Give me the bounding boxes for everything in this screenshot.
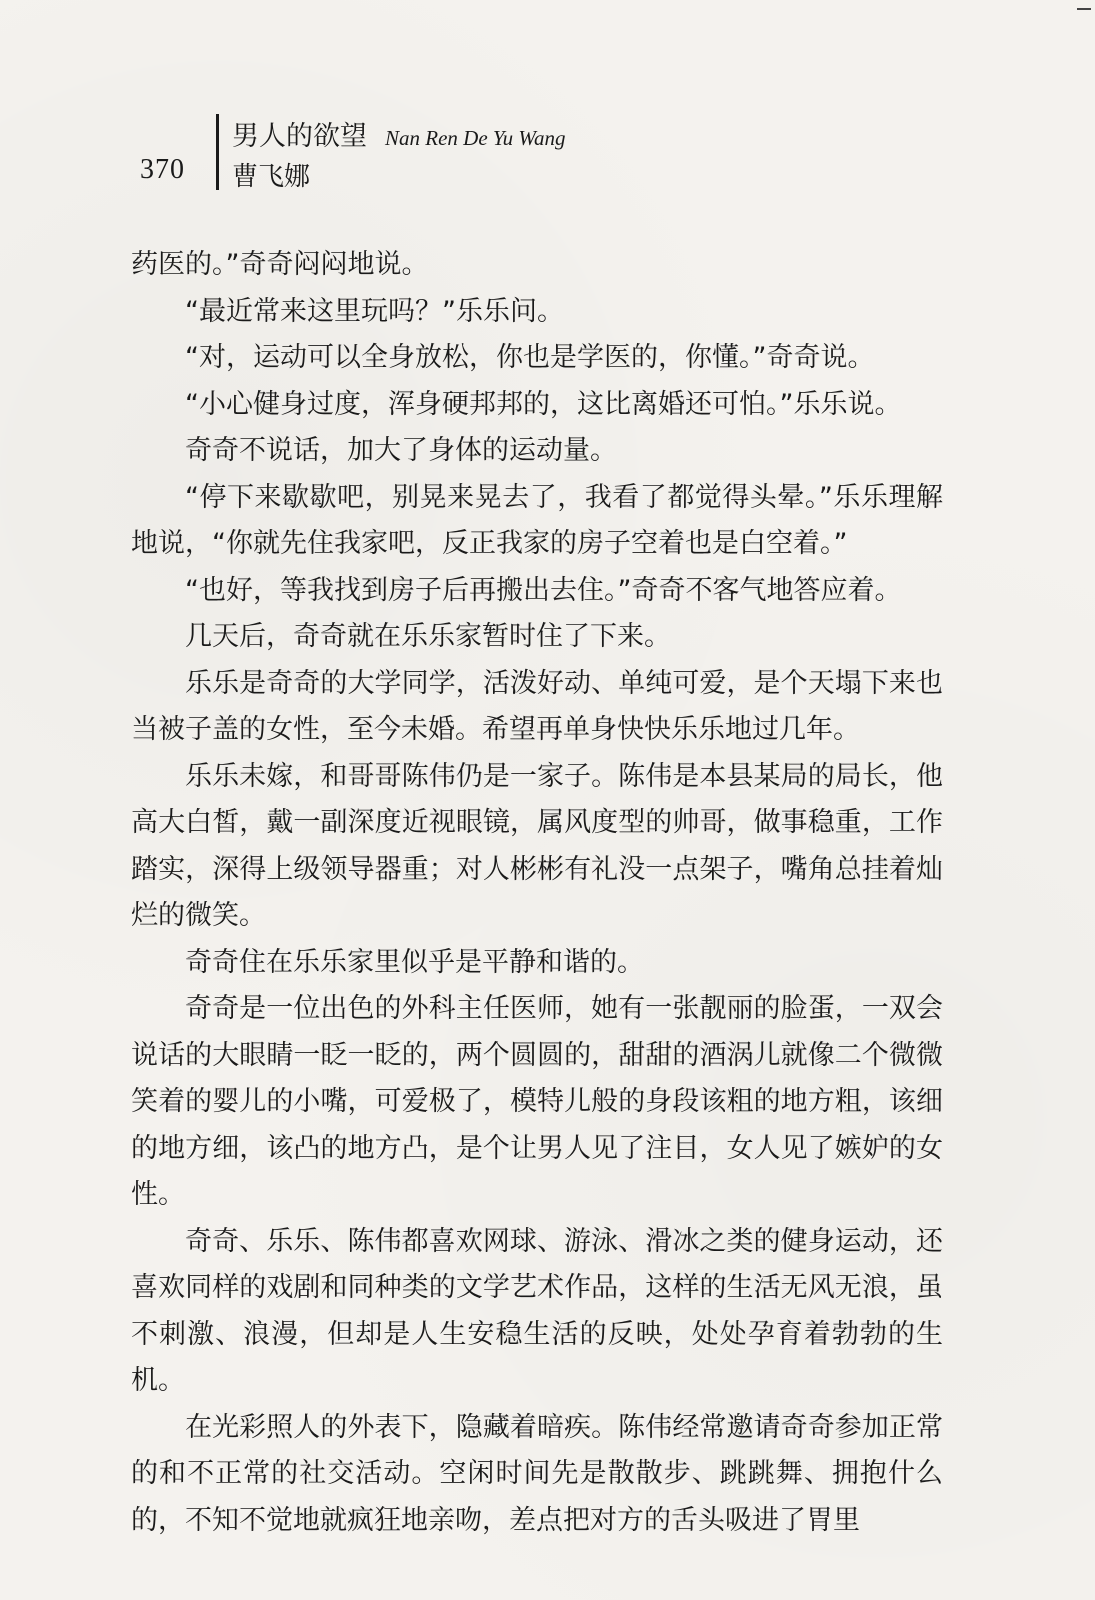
book-title-line xyxy=(232,114,565,153)
paragraph: “最近常来这里玩吗？”乐乐问。 xyxy=(185,295,564,327)
header-divider xyxy=(216,114,219,190)
paragraph: “停下来歇歇吧，别晃来晃去了，我看了都觉得头晕。”乐乐理解地说，“你就先住我家吧，反正我家的房子空着也是白空着。” xyxy=(131,481,943,559)
paragraph: 在光彩照人的外表下，隐藏着暗疾。陈伟经常邀请奇奇参加正常的和不正常的社交活动。空闲时间先是散散步、跳跳舞、拥抱什么的，不知不觉地就疯狂地亲吻，差点把对方的舌头吸进了胃里 xyxy=(131,1411,943,1536)
paragraph: 药医的。”奇奇闷闷地说。 xyxy=(131,249,429,280)
page-number: 370 xyxy=(140,154,185,185)
paragraph: 乐乐是奇奇的大学同学，活泼好动、单纯可爱，是个天塌下来也当被子盖的女性，至今未婚。希望再单身快快乐乐地过几年。 xyxy=(131,667,943,745)
scan-edge-mark xyxy=(1077,8,1091,10)
paragraph: 奇奇住在乐乐家里似乎是平静和谐的。 xyxy=(185,946,644,978)
paragraph: 奇奇不说话，加大了身体的运动量。 xyxy=(185,435,617,466)
paragraph: 乐乐未嫁，和哥哥陈伟仍是一家子。陈伟是本县某局的局长，他高大白皙，戴一副深度近视眼镜，属风度型的帅哥，做事稳重，工作踏实，深得上级领导器重；对人彬彬有礼没一点架子，嘴角总挂着灿烂的微笑。 xyxy=(131,760,943,931)
author-name: 曹飞娜 xyxy=(232,162,311,192)
book-title-pinyin: Nan Ren De Yu Wang xyxy=(385,126,566,150)
book-title: 男人的欲望 xyxy=(232,121,367,152)
paragraph: 几天后，奇奇就在乐乐家暂时住了下来。 xyxy=(185,621,671,652)
paragraph: “小心健身过度，浑身硬邦邦的，这比离婚还可怕。”乐乐说。 xyxy=(185,388,902,420)
paragraph: 奇奇是一位出色的外科主任医师，她有一张靓丽的脸蛋，一双会说话的大眼睛一眨一眨的，两个圆圆的，甜甜的酒涡儿就像二个微微笑着的婴儿的小嘴，可爱极了，模特儿般的身段该粗的地方粗，该细的地方细，该凸的地方凸，是个让男人见了注目，女人见了嫉妒的女性。 xyxy=(131,993,943,1210)
paragraph: “对，运动可以全身放松，你也是学医的，你懂。”奇奇说。 xyxy=(185,342,875,373)
paragraph: “也好，等我找到房子后再搬出去住。”奇奇不客气地答应着。 xyxy=(185,574,902,606)
body-text xyxy=(131,242,943,1544)
paragraph: 奇奇、乐乐、陈伟都喜欢网球、游泳、滑冰之类的健身运动，还喜欢同样的戏剧和同种类的文学艺术作品，这样的生活无风无浪，虽不刺激、浪漫，但却是人生安稳生活的反映，处处孕育着勃勃的生机。 xyxy=(131,1225,943,1396)
